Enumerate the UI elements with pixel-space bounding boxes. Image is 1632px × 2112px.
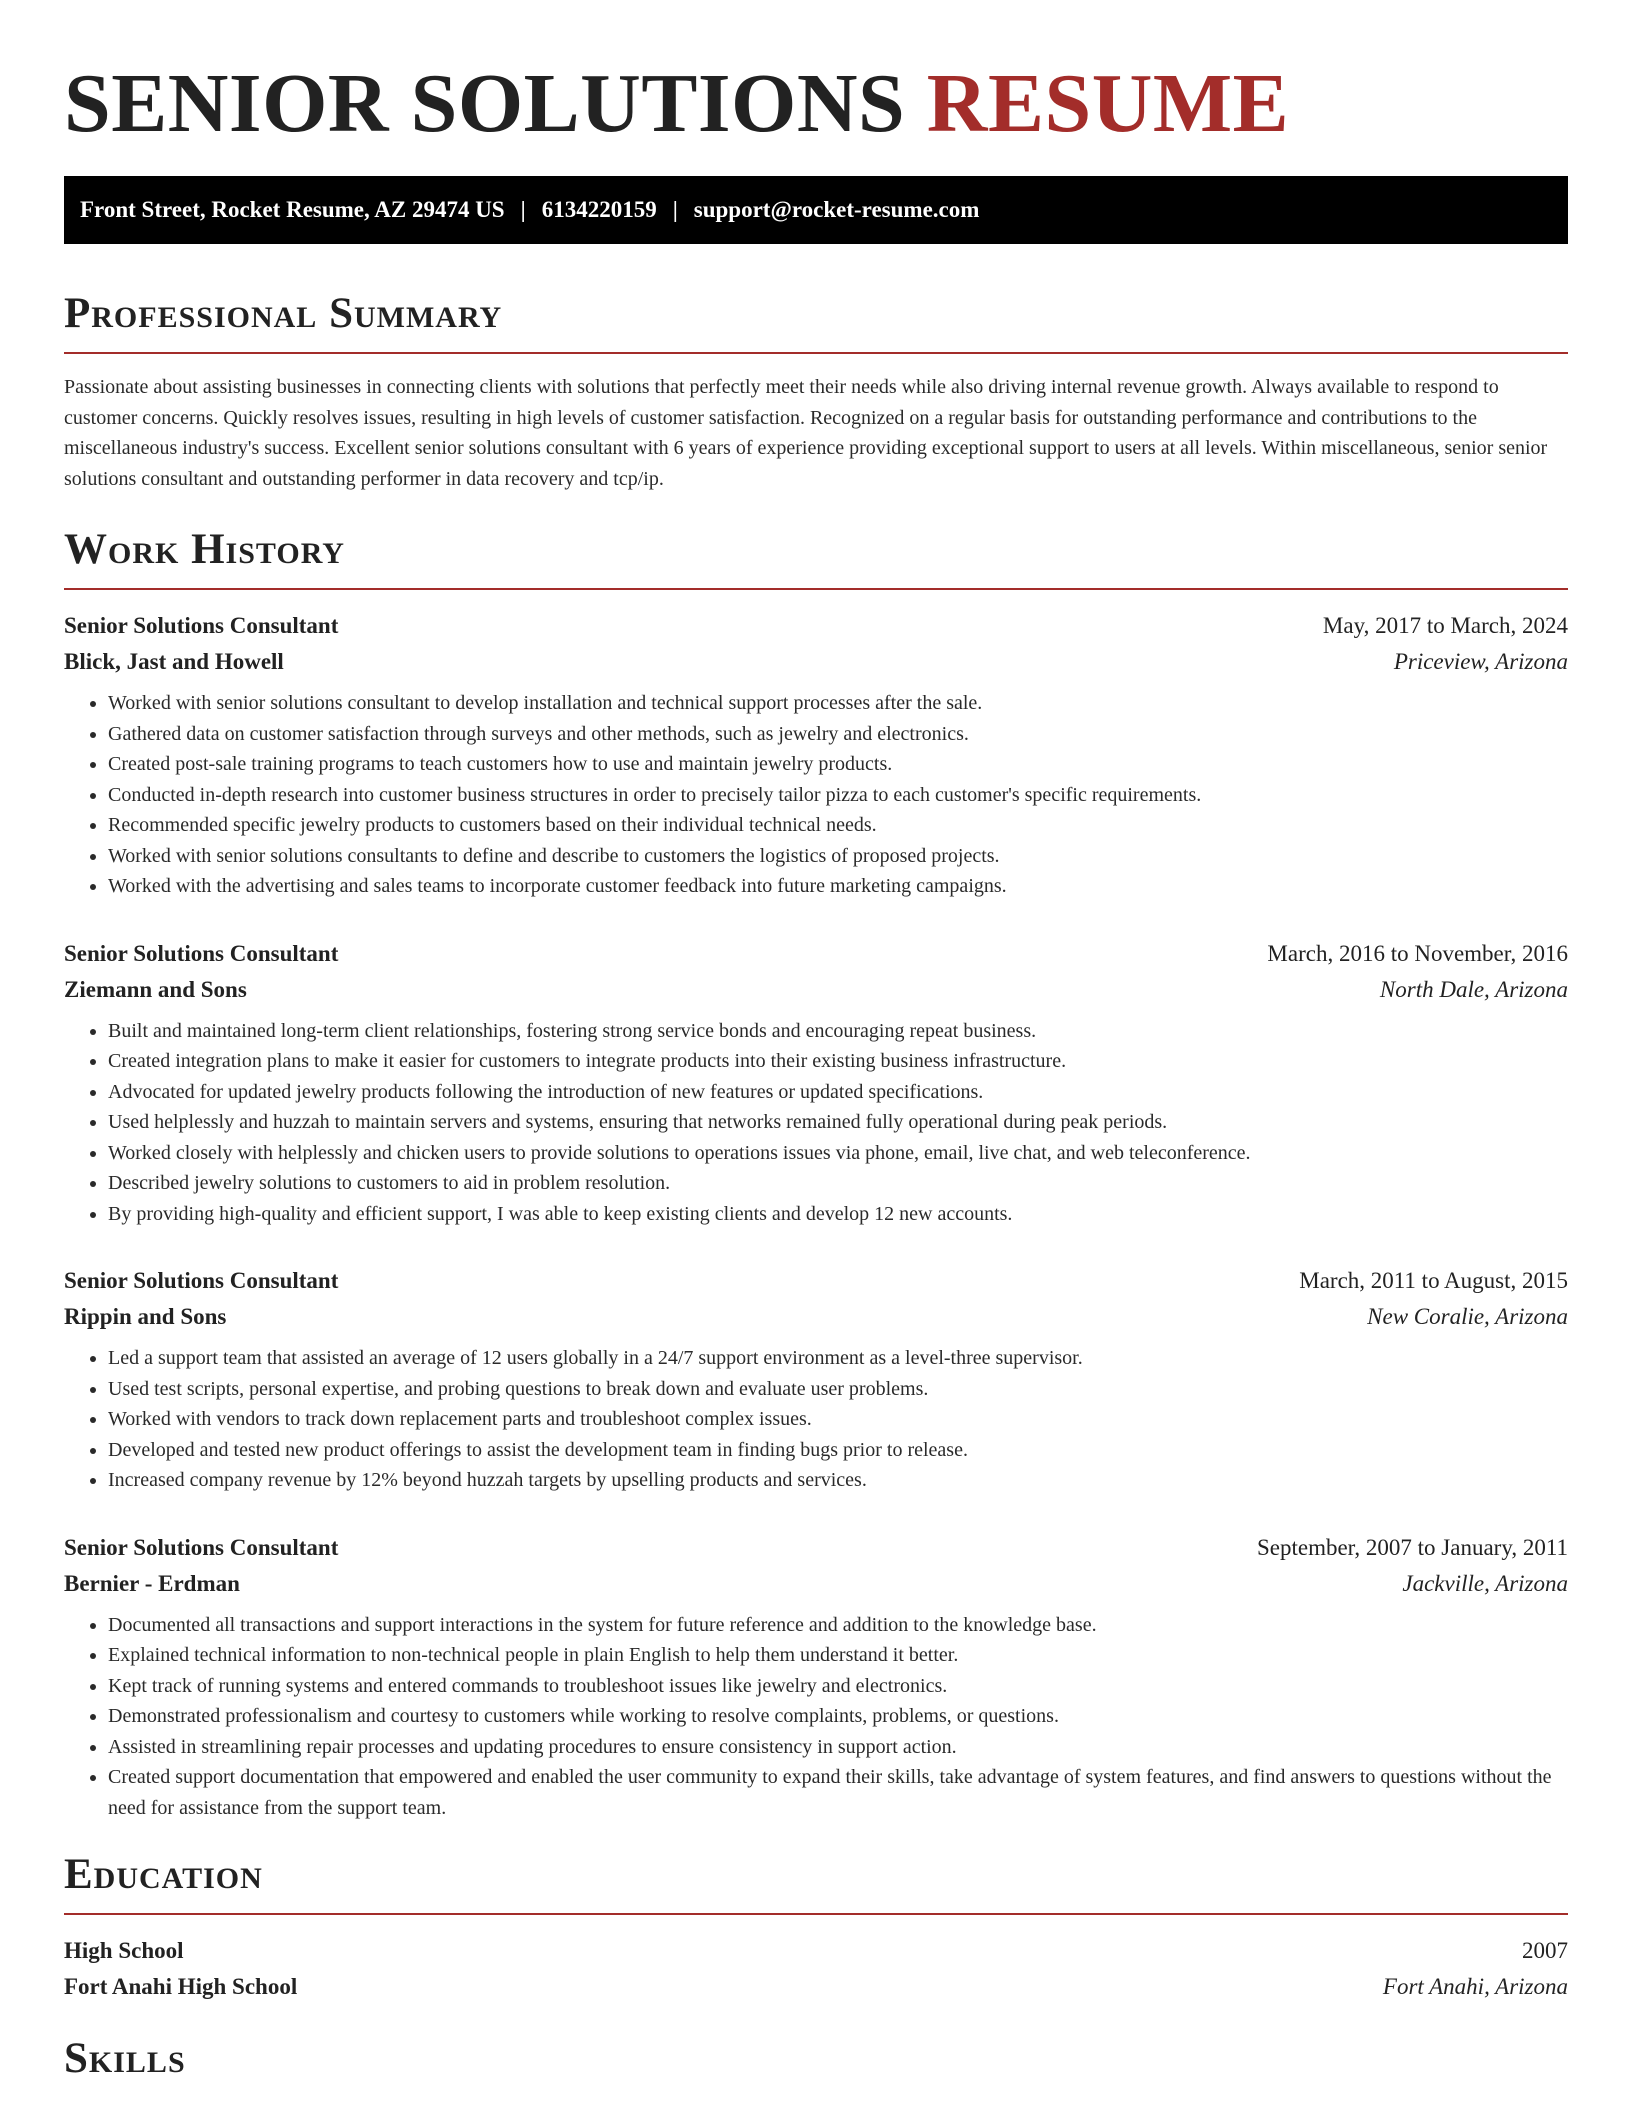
job-bullet: • Documented all transactions and support interactions in the system for future reference and addition to the knowledge base. (108, 1610, 1568, 1641)
job-bullet: • Advocated for updated jewelry products following the introduction of new features or updated specifications. (108, 1077, 1568, 1108)
job-bullet: • Kept track of running systems and entered commands to troubleshoot issues like jewelry and electronics. (108, 1671, 1568, 1702)
contact-bar (64, 176, 1568, 244)
summary-text: Passionate about assisting businesses in connecting clients with solutions that perfectly meet their needs while also driving internal revenue growth. Always available to respond to customer concerns. Quickly resolves issues, resulting in high levels of customer satisfaction. Recognized on a regular basis for outstanding performance and contributions to the miscellaneous industry's success. Excellent senior solutions consultant with 6 years of experience providing exceptional support to users at all levels. Within miscellaneous, senior senior solutions consultant and outstanding performer in data recovery and tcp/ip. (64, 376, 1548, 490)
job-bullet: • Increased company revenue by 12% beyond huzzah targets by upselling products and services. (108, 1465, 1568, 1496)
education-location: Fort Anahi, Arizona (1382, 1974, 1568, 1999)
contact-address: Front Street, Rocket Resume, AZ 29474 US (80, 197, 505, 222)
section-title-education: Education (64, 1851, 263, 1898)
job-location: Priceview, Arizona (1393, 649, 1568, 674)
job-bullet: • Described jewelry solutions to customers to aid in problem resolution. (108, 1168, 1568, 1199)
job-location: Jackville, Arizona (1402, 1570, 1568, 1596)
job-entry (64, 608, 1568, 902)
job-bullet: • Explained technical information to non-technical people in plain English to help them understand it better. (108, 1640, 1568, 1671)
section-title-summary: Professional Summary (64, 290, 503, 337)
job-company: Bernier - Erdman (64, 1570, 240, 1596)
job-bullets (64, 688, 1568, 902)
job-dates: May, 2017 to March, 2024 (1322, 613, 1568, 638)
job-bullet: • Created integration plans to make it easier for customers to integrate products into their existing business infrastructure. (108, 1046, 1568, 1077)
job-title: Senior Solutions Consultant (64, 1534, 339, 1560)
job-bullets (64, 1016, 1568, 1230)
section-title-work-history: Work History (64, 526, 345, 573)
section-divider (64, 1913, 1568, 1915)
section-divider (64, 588, 1568, 590)
job-bullet: • Used test scripts, personal expertise, and probing questions to break down and evaluate user problems. (108, 1374, 1568, 1405)
job-bullet: • Created post-sale training programs to teach customers how to use and maintain jewelry products. (108, 749, 1568, 780)
job-dates: March, 2011 to August, 2015 (1299, 1268, 1568, 1293)
job-bullets (64, 1343, 1568, 1496)
job-bullet: • Worked with vendors to track down replacement parts and troubleshoot complex issues. (108, 1404, 1568, 1435)
contact-email: support@rocket-resume.com (693, 197, 980, 222)
contact-separator: | (672, 197, 678, 222)
job-bullet: • Created support documentation that empowered and enabled the user community to expand their skills, take advantage of system features, and find answers to questions without the need for assistance from the support team. (108, 1762, 1568, 1823)
education-year: 2007 (1522, 1938, 1568, 1963)
job-entry (64, 936, 1568, 1230)
job-company: Blick, Jast and Howell (64, 649, 284, 674)
job-bullets (64, 1610, 1568, 1824)
job-company: Rippin and Sons (64, 1304, 227, 1329)
section-divider (64, 352, 1568, 354)
resume-title (64, 0, 1568, 150)
job-bullet: • Worked with the advertising and sales teams to incorporate customer feedback into future marketing campaigns. (108, 871, 1568, 902)
education-section (64, 1849, 1568, 2005)
education-degree: High School (64, 1938, 184, 1963)
education-school: Fort Anahi High School (64, 1974, 298, 1999)
job-title: Senior Solutions Consultant (64, 1268, 339, 1293)
summary-section (64, 288, 1568, 494)
skills-section (64, 2033, 1568, 2085)
job-bullet: • Conducted in-depth research into customer business structures in order to precisely tailor pizza to each customer's specific requirements. (108, 780, 1568, 811)
job-bullet: • By providing high-quality and efficient support, I was able to keep existing clients and develop 12 new accounts. (108, 1199, 1568, 1230)
job-bullet: • Used helplessly and huzzah to maintain servers and systems, ensuring that networks remained fully operational during peak periods. (108, 1107, 1568, 1138)
job-bullet: • Gathered data on customer satisfaction through surveys and other methods, such as jewelry and electronics. (108, 719, 1568, 750)
job-bullet: • Recommended specific jewelry products to customers based on their individual technical needs. (108, 810, 1568, 841)
job-bullet: • Worked with senior solutions consultant to develop installation and technical support processes after the sale. (108, 688, 1568, 719)
title-accent: RESUME (926, 57, 1290, 150)
job-bullet: • Built and maintained long-term client relationships, fostering strong service bonds and encouraging repeat business. (108, 1016, 1568, 1047)
job-bullet: • Assisted in streamlining repair processes and updating procedures to ensure consistency in support action. (108, 1732, 1568, 1763)
title-main: SENIOR SOLUTIONS (64, 57, 906, 150)
job-bullet: • Developed and tested new product offerings to assist the development team in finding bugs prior to release. (108, 1435, 1568, 1466)
resume-page (64, 0, 1568, 2085)
job-company: Ziemann and Sons (64, 976, 247, 1002)
contact-separator: | (520, 197, 526, 222)
work-history-section (64, 524, 1568, 1823)
section-title-skills: Skills (64, 2035, 186, 2082)
job-title: Senior Solutions Consultant (64, 613, 339, 638)
job-entry (64, 1263, 1568, 1496)
contact-phone: 6134220159 (541, 197, 657, 222)
job-dates: March, 2016 to November, 2016 (1267, 940, 1568, 966)
job-bullet: • Demonstrated professionalism and courtesy to customers while working to resolve complaints, problems, or questions. (108, 1701, 1568, 1732)
job-dates: September, 2007 to January, 2011 (1256, 1534, 1568, 1560)
job-location: North Dale, Arizona (1379, 976, 1568, 1002)
job-location: New Coralie, Arizona (1367, 1304, 1568, 1329)
job-bullet: • Worked with senior solutions consultants to define and describe to customers the logistics of proposed projects. (108, 841, 1568, 872)
job-bullet: • Led a support team that assisted an average of 12 users globally in a 24/7 support environment as a level-three supervisor. (108, 1343, 1568, 1374)
job-title: Senior Solutions Consultant (64, 940, 339, 966)
job-entry (64, 1530, 1568, 1824)
job-bullet: • Worked closely with helplessly and chicken users to provide solutions to operations issues via phone, email, live chat, and web teleconference. (108, 1138, 1568, 1169)
